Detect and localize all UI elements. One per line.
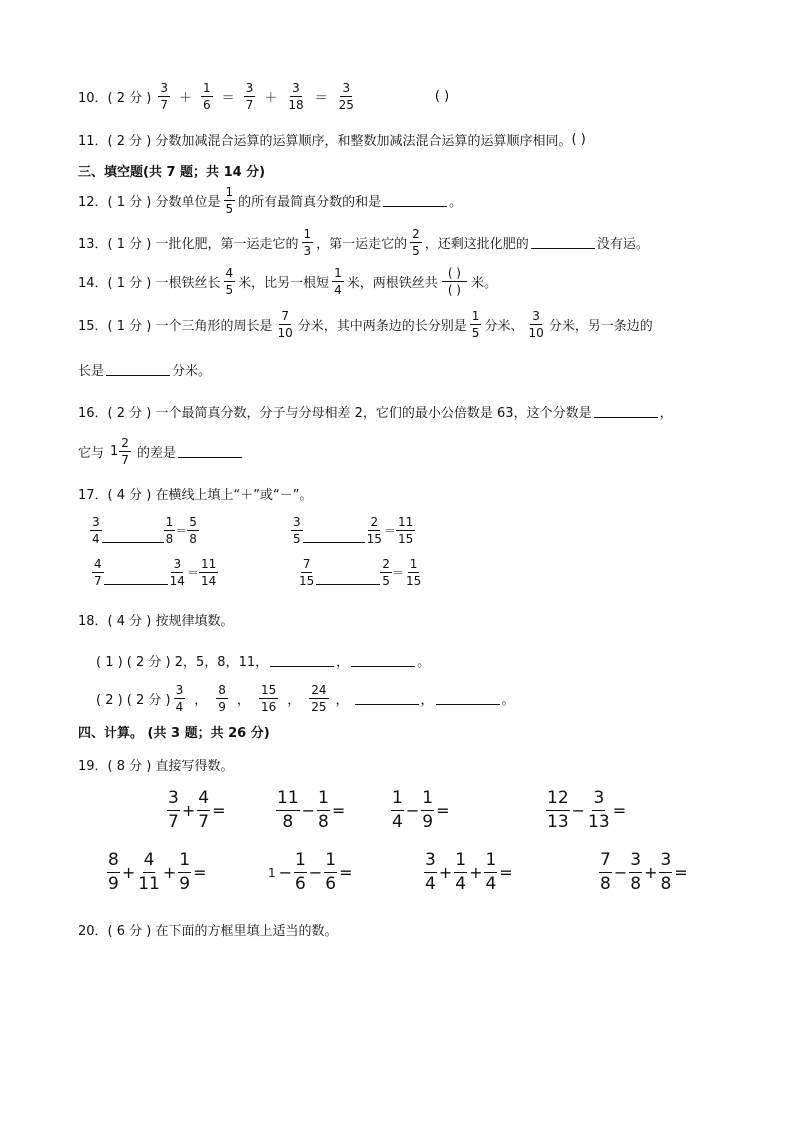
question-12: 12．( 1 分 ) 分数单位是 1 5 的所有最简真分数的和是 。 xyxy=(78,185,463,216)
q18-p1-blank-2[interactable] xyxy=(351,654,415,667)
question-19: 19．( 8 分 ) 直接写得数。 xyxy=(78,759,234,774)
question-13: 13．( 1 分 ) 一批化肥，第一运走它的 1 3 ，第一运走它的 2 5 ，还剩这批化肥的 没有运。 xyxy=(78,227,649,258)
question-18-part-1: ( 1 ) ( 2 分 ) 2，5，8，11， ， 。 xyxy=(96,655,431,670)
q19-expr-3: 1 4 − $\frac{1}{9}$ = xyxy=(392,788,450,832)
q16-answer-blank-2[interactable] xyxy=(178,445,242,458)
q18-p2-blank-2[interactable] xyxy=(436,692,500,705)
q17-blank-4[interactable] xyxy=(316,572,380,585)
q19-expr-6: 1 − $\frac{1}{6}$ − $\frac{1}{6}$ = xyxy=(268,850,353,894)
q15-answer-blank[interactable] xyxy=(106,363,170,376)
q17-row-4: 7 15 2 5 ＝ 1 15 xyxy=(299,557,422,588)
q10-frac-5: 3 25 xyxy=(338,81,354,112)
q12-answer-blank[interactable] xyxy=(383,194,447,207)
question-16: 16．( 2 分 ) 一个最简真分数，分子与分母相差 2，它们的最小公倍数是 63，这个分数是 ， xyxy=(78,406,673,421)
q10-frac-3: 3 7 xyxy=(245,81,254,112)
q10-frac-1: 3 7 xyxy=(160,81,168,112)
section-4-title: 四、计算。 (共 3 题；共 26 分) xyxy=(78,726,270,741)
q19-expr-1: 3 7 + $\frac{4}{7}$ = xyxy=(168,788,226,832)
q17-blank-3[interactable] xyxy=(104,572,168,585)
question-18: 18．( 4 分 ) 按规律填数。 xyxy=(78,614,234,629)
q19-expr-8: 7 8 − $\frac{3}{8}$ + $\frac{3}{8}$ = xyxy=(600,850,688,894)
q18-p1-blank-1[interactable] xyxy=(270,654,334,667)
question-17: 17．( 4 分 ) 在横线上填上“＋”或“－”。 xyxy=(78,488,313,503)
q16-answer-blank-1[interactable] xyxy=(594,405,658,418)
q19-expr-2: 11 8 − $\frac{1}{8}$ = xyxy=(277,788,346,832)
q17-row-3: 4 7 3 14 ＝ 11 14 xyxy=(94,557,217,588)
question-11 xyxy=(78,130,586,149)
q17-blank-1[interactable] xyxy=(102,530,164,543)
q13-answer-blank[interactable] xyxy=(531,236,595,249)
q19-expr-5: 8 9 + $\frac{4}{11}$ + $\frac{1}{9}$ = xyxy=(108,850,207,894)
question-16-line-2: 它与 1 2 7 的差是 xyxy=(78,437,244,466)
section-3-title: 三、填空题(共 7 题；共 14 分) xyxy=(78,165,266,180)
q12-frac: 1 5 xyxy=(225,185,234,216)
question-20: 20．( 6 分 ) 在下面的方框里填上适当的数。 xyxy=(78,924,338,939)
q16-mixed-number: 1 2 7 xyxy=(110,436,129,467)
q10-frac-2: 1 6 xyxy=(203,81,211,112)
question-10: 10．( 2 分 ) 3 7 ＋ 1 6 ＝ 3 7 ＋ 3 18 ＝ 3 25 ( ) xyxy=(78,81,450,112)
q19-expr-4: 12 13 − $\frac{3}{13}$ = xyxy=(547,788,627,832)
q10-frac-4: 3 18 xyxy=(288,81,304,112)
q17-row-1: 3 4 1 8 ＝ 5 8 xyxy=(92,515,197,546)
q17-row-2: 3 5 2 15 ＝ 11 15 xyxy=(293,515,414,546)
question-15: 15．( 1 分 ) 一个三角形的周长是 7 10 分米，其中两条边的长分别是 1 5 分米、 3 10 分米，另一条边的 xyxy=(78,309,653,340)
question-15-line-2: 长是 分米。 xyxy=(78,364,212,379)
question-18-part-2: ( 2 ) ( 2 分 ) 3 4 ， 8 9 ， 15 16 ， 24 25 ， ， 。 xyxy=(96,683,515,714)
q14-answer-fraction[interactable]: $\frac{( )}{( )}$ xyxy=(442,267,467,296)
q18-p2-blank-1[interactable] xyxy=(355,692,419,705)
q10-prefix: 10．( 2 分 ) xyxy=(78,91,152,106)
question-14: 14．( 1 分 ) 一根铁丝长 4 5 米，比另一根短 1 4 米，两根铁丝共 $\frac{( )}{( )}$ 米。 xyxy=(78,266,498,297)
q11-answer-parens[interactable]: ( ) xyxy=(571,132,586,147)
q10-answer-parens[interactable]: ( ) xyxy=(434,89,450,104)
q19-expr-7: 3 4 + $\frac{1}{4}$ + $\frac{1}{4}$ = xyxy=(425,850,513,894)
q17-blank-2[interactable] xyxy=(303,530,365,543)
q11-text: 11．( 2 分 ) 分数加减混合运算的运算顺序，和整数加减法混合运算的运算顺序相同。 xyxy=(78,134,572,149)
